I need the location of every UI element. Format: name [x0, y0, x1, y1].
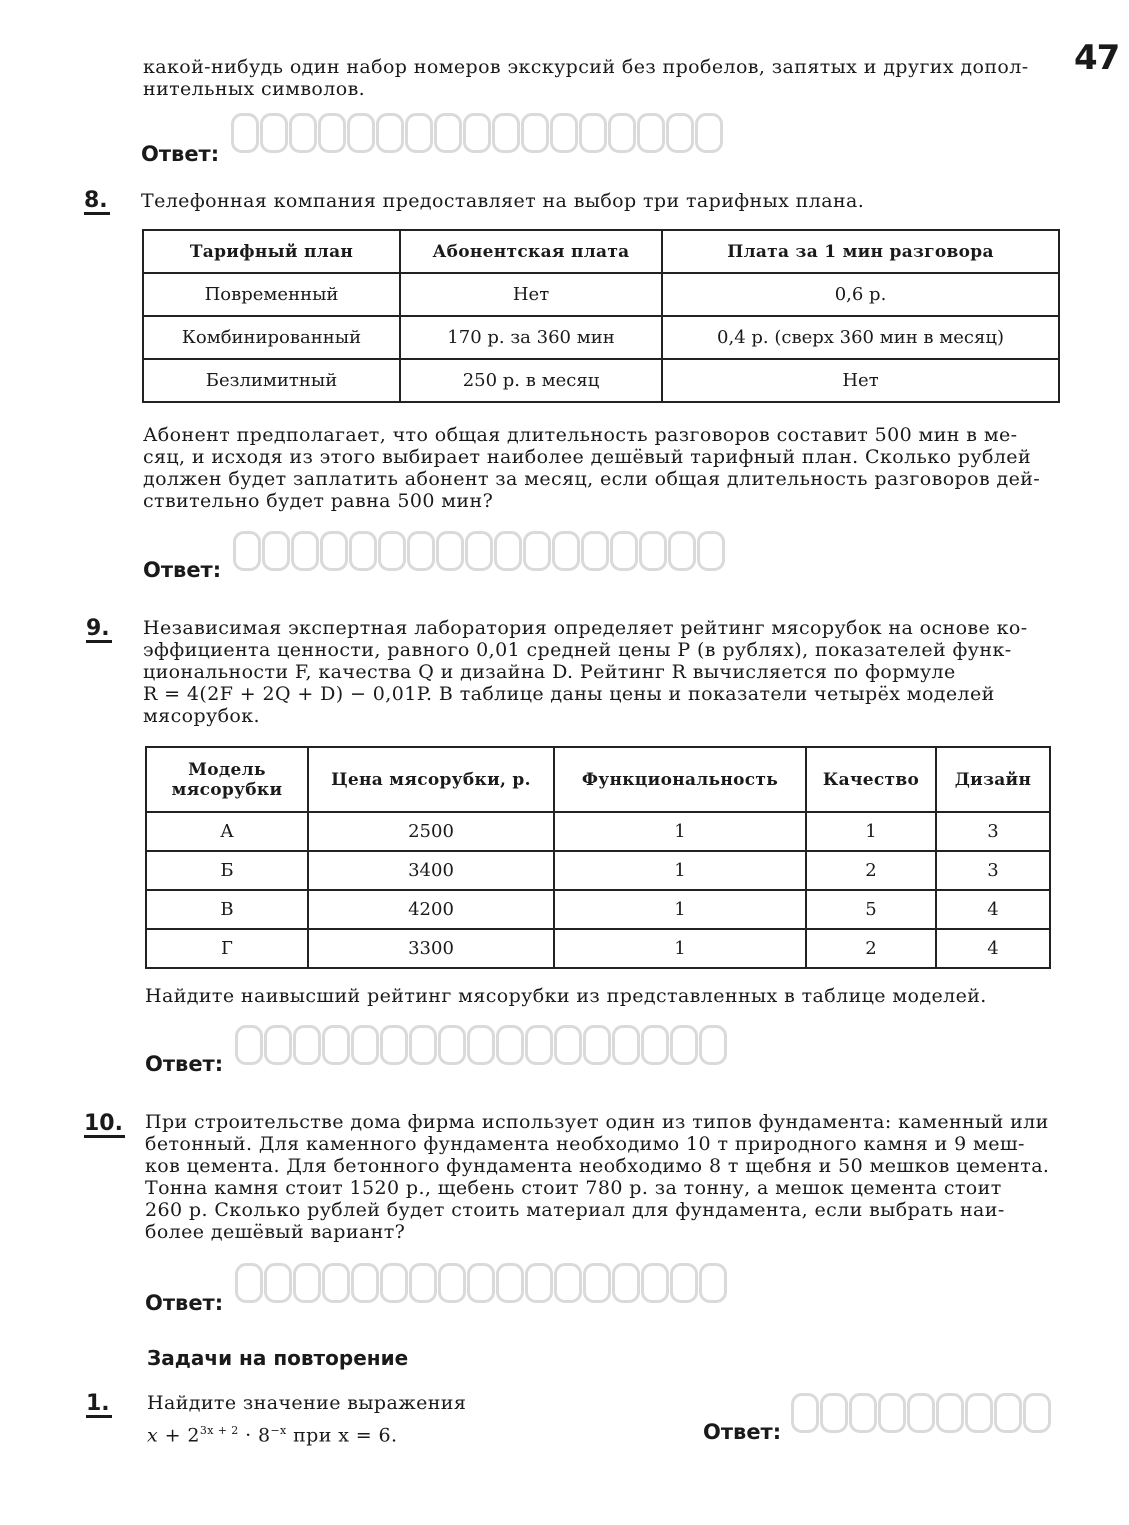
table-cell: 4200 [308, 890, 554, 929]
task-10-number: 10. [84, 1111, 123, 1136]
task-8-text: Телефонная компания предоставляет на выбор три тарифных плана. [141, 190, 865, 212]
answer-cell[interactable] [494, 531, 522, 571]
text-line: более дешёвый вариант? [145, 1221, 406, 1243]
col-header: Абонентская плата [400, 230, 662, 273]
answer-cell[interactable] [264, 1025, 292, 1065]
text-line: При строительстве дома фирма использует один из типов фундамента: каменный или [145, 1111, 1049, 1133]
table-row [146, 929, 1050, 968]
table-row [146, 851, 1050, 890]
text-line: бетонный. Для каменного фундамента необходимо 10 т природного камня и 9 меш- [145, 1133, 1025, 1155]
answer-cell[interactable] [554, 1025, 582, 1065]
answer-label: Ответ: [141, 142, 220, 166]
answer-cell[interactable] [405, 113, 433, 153]
table-cell: 5 [806, 890, 936, 929]
table-cell: 4 [936, 929, 1050, 968]
expr-exponent: 3x + 2 [199, 1424, 239, 1437]
col-header: Модель мясорубки [146, 747, 308, 812]
answer-cell[interactable] [409, 1025, 437, 1065]
col-header: Плата за 1 мин разговора [662, 230, 1059, 273]
intro-line-2: нительных символов. [143, 78, 366, 100]
review-task-1-number: 1. [86, 1391, 110, 1416]
answer-cell[interactable] [463, 113, 491, 153]
answer-cell[interactable] [376, 113, 404, 153]
task-8-number: 8. [84, 188, 108, 213]
answer-cell[interactable] [262, 531, 290, 571]
answer-cell[interactable] [668, 531, 696, 571]
table-cell: 3 [936, 812, 1050, 851]
table-header-row [146, 747, 1050, 812]
tariff-table [142, 229, 1060, 403]
answer-input-8[interactable] [233, 531, 725, 571]
table-cell: Б [146, 851, 308, 890]
answer-cell[interactable] [695, 113, 723, 153]
answer-cell[interactable] [378, 531, 406, 571]
answer-cell[interactable] [322, 1263, 350, 1303]
answer-cell[interactable] [407, 531, 435, 571]
col-header: Функциональность [554, 747, 806, 812]
answer-cell[interactable] [496, 1025, 524, 1065]
answer-cell[interactable] [554, 1263, 582, 1303]
answer-cell[interactable] [320, 531, 348, 571]
answer-cell[interactable] [467, 1025, 495, 1065]
question-line: Абонент предполагает, что общая длительность разговоров составит 500 мин в ме- [143, 424, 1018, 446]
page-number: 47 [1074, 38, 1120, 78]
answer-cell[interactable] [434, 113, 462, 153]
answer-label: Ответ: [145, 1291, 224, 1315]
table-header-row [143, 230, 1059, 273]
task-9-text [143, 617, 1063, 727]
review-heading: Задачи на повторение [147, 1346, 409, 1370]
answer-cell[interactable] [521, 113, 549, 153]
answer-cell[interactable] [637, 113, 665, 153]
answer-cell[interactable] [438, 1263, 466, 1303]
expression [147, 1420, 667, 1446]
answer-cell[interactable] [581, 531, 609, 571]
table-row [146, 890, 1050, 929]
task-9-question: Найдите наивысший рейтинг мясорубки из представленных в таблице моделей. [145, 985, 987, 1007]
answer-cell[interactable] [492, 113, 520, 153]
table-cell: Г [146, 929, 308, 968]
expr-part: · 8 [238, 1424, 271, 1447]
text-line: ков цемента. Для бетонного фундамента необходимо 8 т щебня и 50 мешков цемента. [145, 1155, 1050, 1177]
answer-cell[interactable] [699, 1025, 727, 1065]
table-cell: 1 [806, 812, 936, 851]
expr-exponent: −x [270, 1424, 287, 1437]
table-cell: 170 р. за 360 мин [400, 316, 662, 359]
answer-cell[interactable] [322, 1025, 350, 1065]
answer-cell[interactable] [666, 113, 694, 153]
answer-cell[interactable] [467, 1263, 495, 1303]
table-cell: А [146, 812, 308, 851]
answer-cell[interactable] [670, 1263, 698, 1303]
answer-cell[interactable] [552, 531, 580, 571]
table-cell: 0,4 р. (сверх 360 мин в месяц) [662, 316, 1059, 359]
answer-cell[interactable] [291, 531, 319, 571]
question-line: ствительно будет равна 500 мин? [143, 490, 494, 512]
text-line: мясорубок. [143, 705, 260, 727]
grinder-table [145, 746, 1051, 969]
answer-label: Ответ: [703, 1420, 782, 1444]
answer-cell[interactable] [438, 1025, 466, 1065]
text-line: циональности F, качества Q и дизайна D. Рейтинг R вычисляется по формуле [143, 661, 956, 683]
answer-cell[interactable] [233, 531, 261, 571]
answer-cell[interactable] [235, 1025, 263, 1065]
question-line: сяц, и исходя из этого выбирает наиболее дешёвый тарифный план. Сколько рублей [143, 446, 1032, 468]
answer-cell[interactable] [936, 1393, 964, 1433]
answer-cell[interactable] [994, 1393, 1022, 1433]
answer-cell[interactable] [289, 113, 317, 153]
answer-cell[interactable] [820, 1393, 848, 1433]
answer-cell[interactable] [293, 1263, 321, 1303]
answer-cell[interactable] [235, 1263, 263, 1303]
col-header: Тарифный план [143, 230, 400, 273]
answer-cell[interactable] [550, 113, 578, 153]
answer-cell[interactable] [612, 1025, 640, 1065]
text-line: Независимая экспертная лаборатория определяет рейтинг мясорубок на основе ко- [143, 617, 1028, 639]
answer-cell[interactable] [612, 1263, 640, 1303]
answer-cell[interactable] [380, 1025, 408, 1065]
table-cell: Безлимитный [143, 359, 400, 402]
answer-cell[interactable] [318, 113, 346, 153]
answer-cell[interactable] [523, 531, 551, 571]
answer-input-10[interactable] [235, 1263, 727, 1303]
expr-part: + 2 [158, 1424, 200, 1447]
table-cell: 3400 [308, 851, 554, 890]
answer-cell[interactable] [496, 1263, 524, 1303]
answer-cell[interactable] [293, 1025, 321, 1065]
table-cell: 2 [806, 929, 936, 968]
answer-input-review-1[interactable] [791, 1393, 1051, 1433]
answer-input-9[interactable] [235, 1025, 727, 1065]
intro-text [143, 56, 1058, 100]
answer-cell[interactable] [583, 1025, 611, 1065]
answer-cell[interactable] [264, 1263, 292, 1303]
answer-input-intro[interactable] [231, 113, 723, 153]
table-cell: 1 [554, 890, 806, 929]
table-cell: 1 [554, 851, 806, 890]
col-header: Качество [806, 747, 936, 812]
task-8-question [143, 424, 1061, 512]
text-line: Тонна камня стоит 1520 р., щебень стоит 780 р. за тонну, а мешок цемента стоит [145, 1177, 1002, 1199]
answer-cell[interactable] [260, 113, 288, 153]
table-row [143, 273, 1059, 316]
table-cell: 0,6 р. [662, 273, 1059, 316]
table-cell: Нет [662, 359, 1059, 402]
answer-cell[interactable] [878, 1393, 906, 1433]
answer-cell[interactable] [525, 1025, 553, 1065]
table-cell: 2500 [308, 812, 554, 851]
table-cell: В [146, 890, 308, 929]
table-cell: 4 [936, 890, 1050, 929]
table-row [143, 316, 1059, 359]
answer-cell[interactable] [699, 1263, 727, 1303]
answer-cell[interactable] [579, 113, 607, 153]
answer-cell[interactable] [231, 113, 259, 153]
answer-cell[interactable] [697, 531, 725, 571]
answer-cell[interactable] [849, 1393, 877, 1433]
answer-cell[interactable] [641, 1263, 669, 1303]
table-row [146, 812, 1050, 851]
answer-cell[interactable] [670, 1025, 698, 1065]
answer-cell[interactable] [436, 531, 464, 571]
answer-cell[interactable] [583, 1263, 611, 1303]
answer-cell[interactable] [465, 531, 493, 571]
answer-cell[interactable] [525, 1263, 553, 1303]
table-cell: Комбинированный [143, 316, 400, 359]
answer-label: Ответ: [143, 558, 222, 582]
text-line: R = 4(2F + 2Q + D) − 0,01P. В таблице даны цены и показатели четырёх моделей [143, 683, 995, 705]
answer-cell[interactable] [791, 1393, 819, 1433]
task-10-text [145, 1111, 1065, 1243]
text-line: эффициента ценности, равного 0,01 средней цены P (в рублях), показателей функ- [143, 639, 1012, 661]
answer-cell[interactable] [351, 1263, 379, 1303]
review-task-1-text [147, 1392, 667, 1446]
col-header: Дизайн [936, 747, 1050, 812]
answer-cell[interactable] [608, 113, 636, 153]
task-9-number: 9. [86, 616, 110, 641]
table-cell: Нет [400, 273, 662, 316]
answer-cell[interactable] [610, 531, 638, 571]
answer-cell[interactable] [409, 1263, 437, 1303]
question-line: должен будет заплатить абонент за месяц, если общая длительность разговоров дей- [143, 468, 1041, 490]
answer-cell[interactable] [1023, 1393, 1051, 1433]
answer-label: Ответ: [145, 1052, 224, 1076]
answer-cell[interactable] [351, 1025, 379, 1065]
answer-cell[interactable] [349, 531, 377, 571]
answer-cell[interactable] [641, 1025, 669, 1065]
table-cell: 3 [936, 851, 1050, 890]
answer-cell[interactable] [907, 1393, 935, 1433]
expr-part: при x = 6. [286, 1424, 398, 1447]
answer-cell[interactable] [965, 1393, 993, 1433]
text-line: Найдите значение выражения [147, 1392, 467, 1414]
table-cell: 1 [554, 812, 806, 851]
answer-cell[interactable] [380, 1263, 408, 1303]
table-cell: 250 р. в месяц [400, 359, 662, 402]
table-cell: 1 [554, 929, 806, 968]
table-cell: 3300 [308, 929, 554, 968]
table-cell: Повременный [143, 273, 400, 316]
expr-var: x [147, 1424, 159, 1447]
table-cell: 2 [806, 851, 936, 890]
intro-line-1: какой-нибудь один набор номеров экскурсий без пробелов, запятых и других допол- [143, 56, 1029, 78]
col-header: Цена мясорубки, р. [308, 747, 554, 812]
table-row [143, 359, 1059, 402]
answer-cell[interactable] [639, 531, 667, 571]
text-line: 260 р. Сколько рублей будет стоить материал для фундамента, если выбрать наи- [145, 1199, 1005, 1221]
answer-cell[interactable] [347, 113, 375, 153]
